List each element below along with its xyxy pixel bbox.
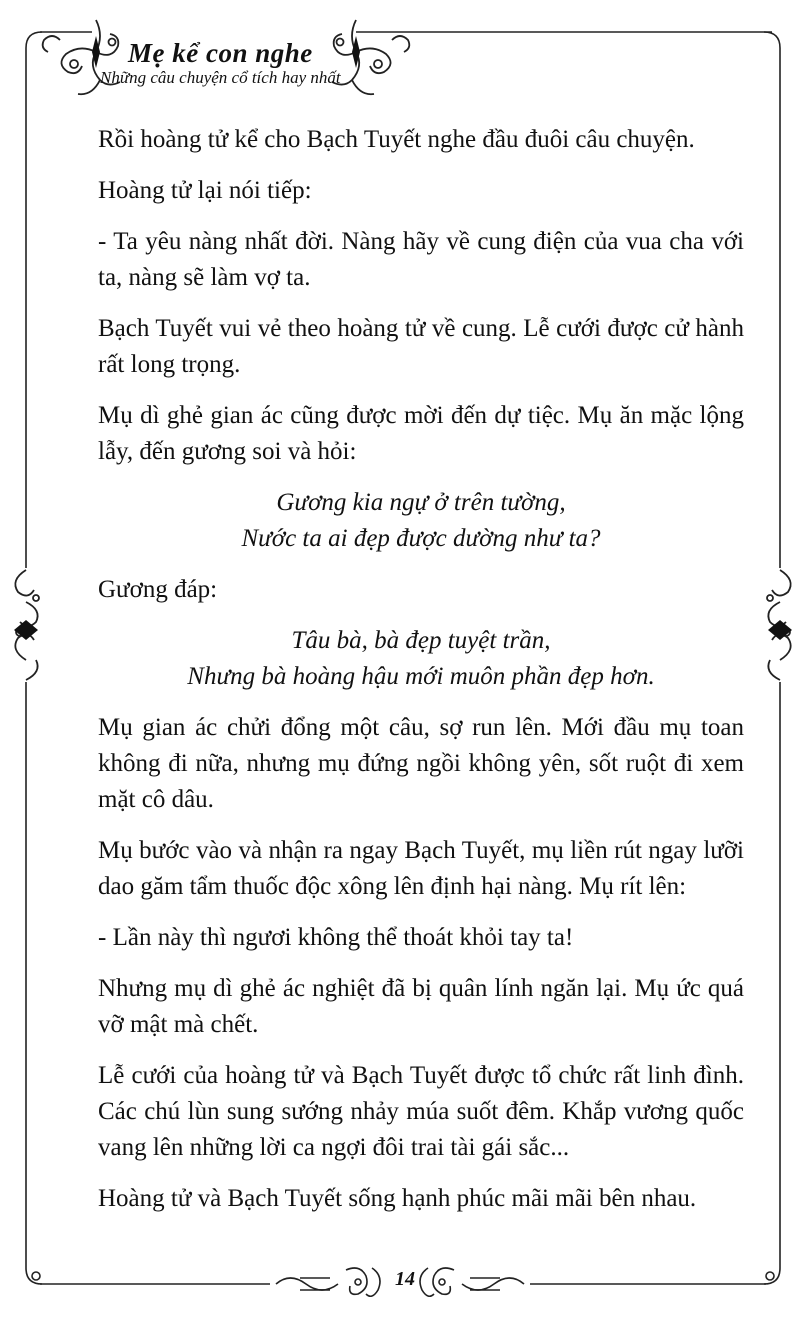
verse-line: Tâu bà, bà đẹp tuyệt trần, bbox=[291, 627, 551, 654]
story-text bbox=[98, 122, 744, 1232]
paragraph: Mụ gian ác chửi đổng một câu, sợ run lên. Mới đầu mụ toan không đi nữa, nhưng mụ đứng ngồi không yên, sốt ruột đi xem mặt cô dâu. bbox=[98, 714, 744, 813]
ornament-bottom-left bbox=[276, 1268, 380, 1296]
verse-line: Gương kia ngự ở trên tường, bbox=[276, 489, 566, 516]
paragraph: - Ta yêu nàng nhất đời. Nàng hãy về cung điện của vua cha với ta, nàng sẽ làm vợ ta. bbox=[98, 228, 744, 291]
verse-line: Nhưng bà hoàng hậu mới muôn phần đẹp hơn. bbox=[187, 663, 655, 690]
page-number: 14 bbox=[395, 1268, 415, 1290]
verse-block bbox=[98, 485, 744, 557]
paragraph: Hoàng tử và Bạch Tuyết sống hạnh phúc mãi mãi bên nhau. bbox=[98, 1185, 697, 1212]
verse-line: Nước ta ai đẹp được dường như ta? bbox=[241, 525, 601, 552]
paragraph: Mụ dì ghẻ gian ác cũng được mời đến dự tiệc. Mụ ăn mặc lộng lẫy, đến gương soi và hỏi: bbox=[98, 402, 744, 465]
paragraph: Hoàng tử lại nói tiếp: bbox=[98, 177, 312, 204]
ornament-top-right bbox=[332, 20, 409, 94]
verse-block bbox=[98, 623, 744, 695]
paragraph: Gương đáp: bbox=[98, 576, 218, 603]
paragraph: Nhưng mụ dì ghẻ ác nghiệt đã bị quân lính ngăn lại. Mụ ức quá vỡ mật mà chết. bbox=[98, 975, 744, 1038]
paragraph: Bạch Tuyết vui vẻ theo hoàng tử về cung. Lễ cưới được cử hành rất long trọng. bbox=[98, 315, 744, 378]
book-title: Mẹ kể con nghe bbox=[128, 38, 313, 68]
paragraph: Rồi hoàng tử kể cho Bạch Tuyết nghe đầu đuôi câu chuyện. bbox=[98, 126, 695, 153]
ornament-bottom-right bbox=[420, 1268, 524, 1296]
book-subtitle: Những câu chuyện cổ tích hay nhất bbox=[100, 68, 341, 87]
paragraph: Mụ bước vào và nhận ra ngay Bạch Tuyết, mụ liền rút ngay lưỡi dao găm tẩm thuốc độc xông lên định hại nàng. Mụ rít lên: bbox=[98, 837, 744, 900]
paragraph: Lễ cưới của hoàng tử và Bạch Tuyết được tổ chức rất linh đình. Các chú lùn sung sướng nhảy múa suốt đêm. Khắp vương quốc vang lên những lời ca ngợi đôi trai tài gái sắc... bbox=[98, 1062, 744, 1161]
paragraph: - Lần này thì ngươi không thể thoát khỏi tay ta! bbox=[98, 924, 574, 951]
